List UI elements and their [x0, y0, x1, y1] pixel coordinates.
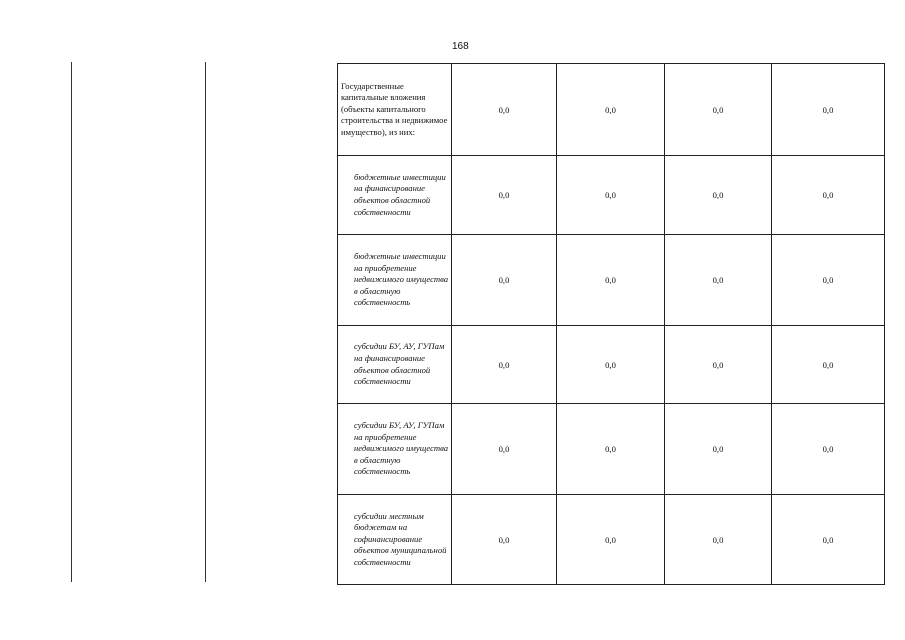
row-label: бюджетные инвестиции на приобретение недвижимого имущества в областную собственность: [338, 235, 452, 326]
table-cell-value: 0,0: [772, 156, 885, 235]
capital-investment-table: [337, 63, 885, 585]
table-cell-value: 0,0: [665, 495, 772, 585]
row-label: субсидии БУ, АУ, ГУПам на приобретение недвижимого имущества в областную собственность: [338, 404, 452, 495]
row-label: субсидии местным бюджетам на софинансирование объектов муниципальной собственности: [338, 495, 452, 585]
page-number: 168: [452, 41, 469, 52]
table-cell-value: 0,0: [665, 156, 772, 235]
table-cell-value: 0,0: [452, 235, 557, 326]
table-cell-value: 0,0: [452, 156, 557, 235]
table-cell-value: 0,0: [772, 326, 885, 404]
table-row: [338, 235, 885, 326]
table-cell-value: 0,0: [665, 326, 772, 404]
table-cell-value: 0,0: [772, 235, 885, 326]
table-cell-value: 0,0: [665, 404, 772, 495]
second-column-rule: [205, 62, 206, 582]
row-label: Государственные капитальные вложения (объекты капитального строительства и недвижимое имущество), из них:: [338, 64, 452, 156]
table-row: [338, 156, 885, 235]
table-cell-value: 0,0: [452, 404, 557, 495]
table-row: [338, 404, 885, 495]
table-cell-value: 0,0: [452, 326, 557, 404]
table-cell-value: 0,0: [452, 495, 557, 585]
row-label: бюджетные инвестиции на финансирование объектов областной собственности: [338, 156, 452, 235]
row-label: субсидии БУ, АУ, ГУПам на финансирование объектов областной собственности: [338, 326, 452, 404]
table-cell-value: 0,0: [772, 64, 885, 156]
table-cell-value: 0,0: [772, 495, 885, 585]
left-column-rule: [71, 62, 72, 582]
table-cell-value: 0,0: [557, 404, 665, 495]
table-cell-value: 0,0: [665, 235, 772, 326]
table-row: [338, 326, 885, 404]
table-cell-value: 0,0: [557, 64, 665, 156]
table-cell-value: 0,0: [557, 235, 665, 326]
table-cell-value: 0,0: [452, 64, 557, 156]
table-cell-value: 0,0: [665, 64, 772, 156]
table-row: [338, 495, 885, 585]
table-cell-value: 0,0: [557, 156, 665, 235]
table-cell-value: 0,0: [557, 326, 665, 404]
table-cell-value: 0,0: [557, 495, 665, 585]
table-cell-value: 0,0: [772, 404, 885, 495]
table-row: [338, 64, 885, 156]
